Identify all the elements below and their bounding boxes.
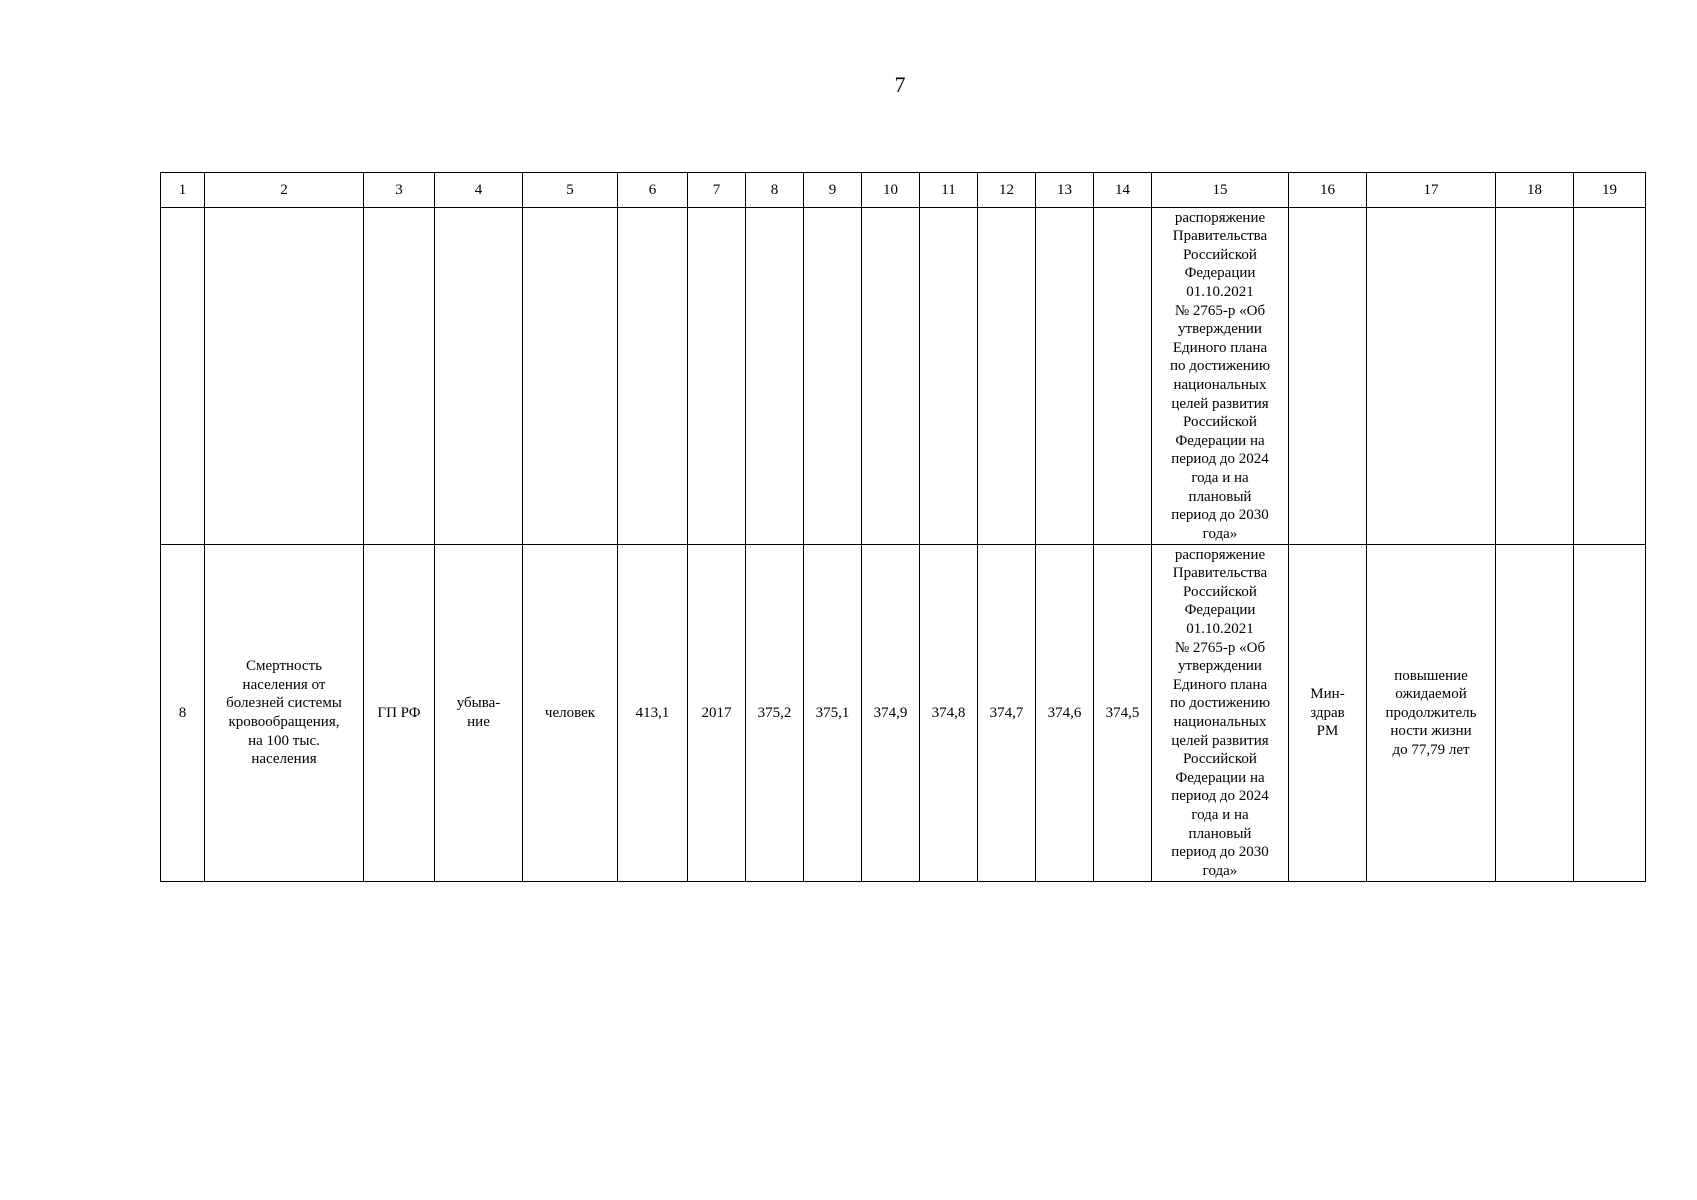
column-number-18: 18 bbox=[1496, 173, 1574, 208]
column-number-1: 1 bbox=[161, 173, 205, 208]
responsible-cell: Мин- здрав РМ bbox=[1289, 545, 1367, 882]
column-number-5: 5 bbox=[523, 173, 618, 208]
table-cell bbox=[746, 208, 804, 545]
column-number-3: 3 bbox=[364, 173, 435, 208]
table-cell bbox=[920, 208, 978, 545]
table-row-8 bbox=[161, 545, 1646, 882]
table-cell bbox=[618, 208, 688, 545]
table-cell bbox=[1289, 208, 1367, 545]
column-number-12: 12 bbox=[978, 173, 1036, 208]
table-cell bbox=[978, 208, 1036, 545]
column-number-6: 6 bbox=[618, 173, 688, 208]
page-number: 7 bbox=[894, 72, 906, 97]
value-cell: 374,6 bbox=[1036, 545, 1094, 882]
indicator-name-cell: Смертность населения от болезней системы кровообращения, на 100 тыс. населения bbox=[205, 545, 364, 882]
column-number-row bbox=[161, 173, 1646, 208]
linked-indicator-cell: повышение ожидаемой продолжитель ности жизни до 77,79 лет bbox=[1367, 545, 1496, 882]
legal-basis-cell: распоряжение Правительства Российской Федерации 01.10.2021 № 2765-р «Об утверждении Единого плана по достижению национальных целей развития Российской Федерации на период до 2024 года и на плановый период до 2030 года» bbox=[1152, 208, 1289, 545]
legal-basis-cell: распоряжение Правительства Российской Федерации 01.10.2021 № 2765-р «Об утверждении Единого плана по достижению национальных целей развития Российской Федерации на период до 2024 года и на плановый период до 2030 года» bbox=[1152, 545, 1289, 882]
column-number-11: 11 bbox=[920, 173, 978, 208]
trend-cell: убыва- ние bbox=[435, 545, 523, 882]
column-number-15: 15 bbox=[1152, 173, 1289, 208]
table-cell bbox=[1496, 208, 1574, 545]
table-cell bbox=[205, 208, 364, 545]
unit-cell: человек bbox=[523, 545, 618, 882]
table-cell bbox=[1036, 208, 1094, 545]
table-cell bbox=[1367, 208, 1496, 545]
column-number-4: 4 bbox=[435, 173, 523, 208]
table-cell bbox=[1574, 545, 1646, 882]
base-value-cell: 413,1 bbox=[618, 545, 688, 882]
column-number-7: 7 bbox=[688, 173, 746, 208]
table-cell bbox=[862, 208, 920, 545]
column-number-10: 10 bbox=[862, 173, 920, 208]
column-number-8: 8 bbox=[746, 173, 804, 208]
table-cell bbox=[435, 208, 523, 545]
indicator-level-cell: ГП РФ bbox=[364, 545, 435, 882]
column-number-16: 16 bbox=[1289, 173, 1367, 208]
table-cell bbox=[1574, 208, 1646, 545]
column-number-13: 13 bbox=[1036, 173, 1094, 208]
table-row-continued bbox=[161, 208, 1646, 545]
column-number-19: 19 bbox=[1574, 173, 1646, 208]
column-number-9: 9 bbox=[804, 173, 862, 208]
value-cell: 374,8 bbox=[920, 545, 978, 882]
table-cell bbox=[1094, 208, 1152, 545]
table-cell bbox=[161, 208, 205, 545]
base-year-cell: 2017 bbox=[688, 545, 746, 882]
indicators-table bbox=[160, 172, 1646, 882]
column-number-2: 2 bbox=[205, 173, 364, 208]
row-number-cell: 8 bbox=[161, 545, 205, 882]
column-number-14: 14 bbox=[1094, 173, 1152, 208]
table-cell bbox=[688, 208, 746, 545]
value-cell: 375,1 bbox=[804, 545, 862, 882]
value-cell: 374,7 bbox=[978, 545, 1036, 882]
value-cell: 375,2 bbox=[746, 545, 804, 882]
column-number-17: 17 bbox=[1367, 173, 1496, 208]
value-cell: 374,5 bbox=[1094, 545, 1152, 882]
table-cell bbox=[364, 208, 435, 545]
table-cell bbox=[1496, 545, 1574, 882]
value-cell: 374,9 bbox=[862, 545, 920, 882]
table-cell bbox=[804, 208, 862, 545]
table-cell bbox=[523, 208, 618, 545]
